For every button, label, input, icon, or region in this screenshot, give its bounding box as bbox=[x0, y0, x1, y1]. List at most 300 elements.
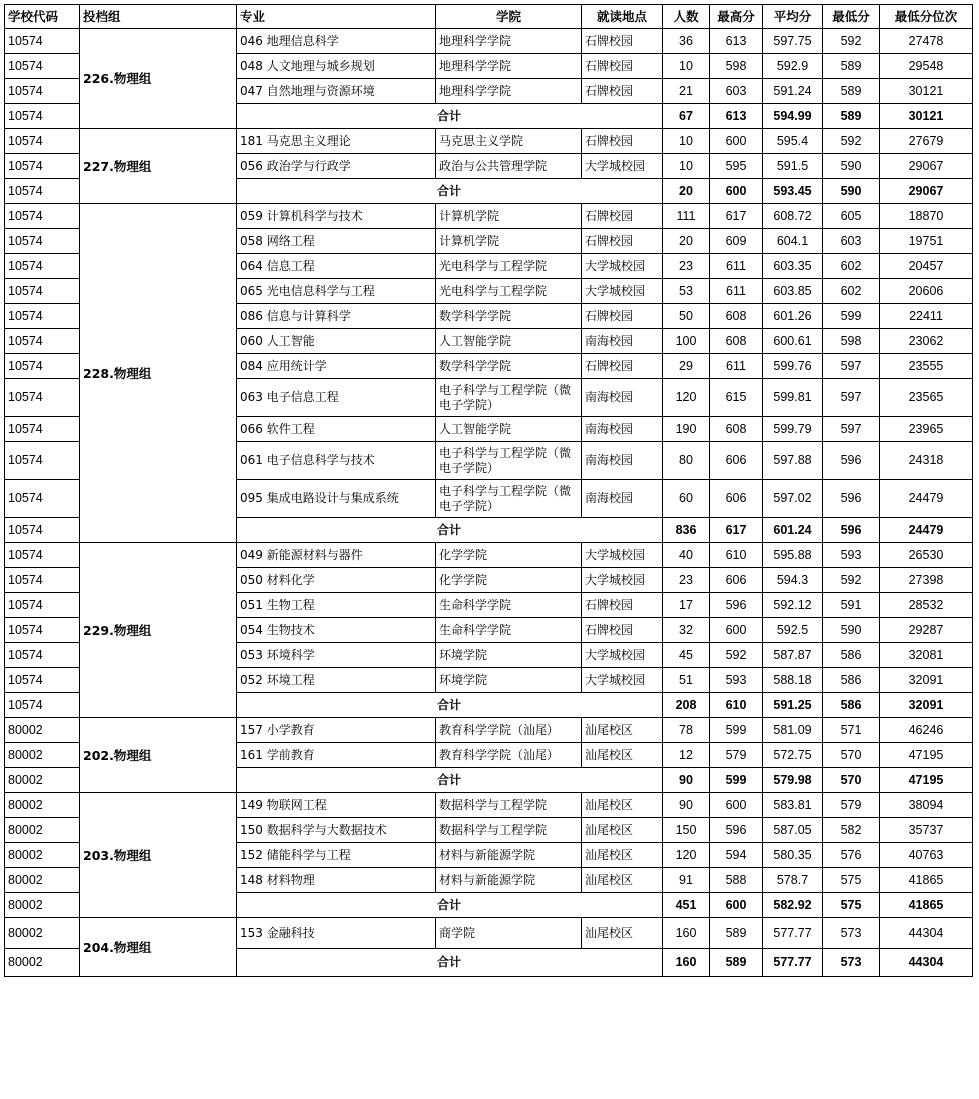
min-rank-cell: 23565 bbox=[880, 379, 973, 417]
min-score-cell: 603 bbox=[823, 229, 880, 254]
min-score-cell: 596 bbox=[823, 480, 880, 518]
campus-cell: 汕尾校区 bbox=[582, 743, 663, 768]
avg-score-cell: 603.85 bbox=[763, 279, 823, 304]
campus-cell: 汕尾校区 bbox=[582, 793, 663, 818]
total-count-cell: 208 bbox=[663, 693, 710, 718]
max-score-cell: 595 bbox=[710, 154, 763, 179]
group-cell: 229.物理组 bbox=[80, 543, 237, 718]
max-score-cell: 592 bbox=[710, 643, 763, 668]
min-rank-cell: 23062 bbox=[880, 329, 973, 354]
max-score-cell: 600 bbox=[710, 793, 763, 818]
max-score-cell: 603 bbox=[710, 79, 763, 104]
total-min-cell: 590 bbox=[823, 179, 880, 204]
school-code-cell: 10574 bbox=[5, 29, 80, 54]
min-rank-cell: 44304 bbox=[880, 918, 973, 949]
total-count-cell: 836 bbox=[663, 518, 710, 543]
major-cell: 152 储能科学与工程 bbox=[237, 843, 436, 868]
avg-score-cell: 580.35 bbox=[763, 843, 823, 868]
count-cell: 50 bbox=[663, 304, 710, 329]
major-cell: 181 马克思主义理论 bbox=[237, 129, 436, 154]
min-score-cell: 605 bbox=[823, 204, 880, 229]
total-label: 合计 bbox=[237, 768, 663, 793]
group-cell: 228.物理组 bbox=[80, 204, 237, 543]
total-avg-cell: 591.25 bbox=[763, 693, 823, 718]
count-cell: 78 bbox=[663, 718, 710, 743]
college-cell: 电子科学与工程学院（微电子学院） bbox=[436, 379, 582, 417]
major-cell: 084 应用统计学 bbox=[237, 354, 436, 379]
group-cell: 227.物理组 bbox=[80, 129, 237, 204]
table-row bbox=[5, 129, 973, 154]
major-cell: 086 信息与计算科学 bbox=[237, 304, 436, 329]
campus-cell: 南海校园 bbox=[582, 329, 663, 354]
school-code-cell: 10574 bbox=[5, 254, 80, 279]
avg-score-cell: 577.77 bbox=[763, 918, 823, 949]
min-score-cell: 597 bbox=[823, 354, 880, 379]
campus-cell: 石牌校园 bbox=[582, 304, 663, 329]
total-count-cell: 67 bbox=[663, 104, 710, 129]
total-avg-cell: 594.99 bbox=[763, 104, 823, 129]
major-cell: 061 电子信息科学与技术 bbox=[237, 442, 436, 480]
major-cell: 148 材料物理 bbox=[237, 868, 436, 893]
avg-score-cell: 599.76 bbox=[763, 354, 823, 379]
college-cell: 生命科学学院 bbox=[436, 593, 582, 618]
major-cell: 060 人工智能 bbox=[237, 329, 436, 354]
count-cell: 10 bbox=[663, 54, 710, 79]
school-code-cell: 10574 bbox=[5, 279, 80, 304]
min-score-cell: 590 bbox=[823, 618, 880, 643]
college-cell: 电子科学与工程学院（微电子学院） bbox=[436, 480, 582, 518]
min-rank-cell: 23965 bbox=[880, 417, 973, 442]
total-avg-cell: 601.24 bbox=[763, 518, 823, 543]
group-cell: 202.物理组 bbox=[80, 718, 237, 793]
major-cell: 149 物联网工程 bbox=[237, 793, 436, 818]
campus-cell: 石牌校园 bbox=[582, 79, 663, 104]
table-row bbox=[5, 543, 973, 568]
major-cell: 056 政治学与行政学 bbox=[237, 154, 436, 179]
total-avg-cell: 579.98 bbox=[763, 768, 823, 793]
total-rank-cell: 29067 bbox=[880, 179, 973, 204]
school-code-cell: 10574 bbox=[5, 518, 80, 543]
count-cell: 60 bbox=[663, 480, 710, 518]
college-cell: 数学科学学院 bbox=[436, 304, 582, 329]
max-score-cell: 588 bbox=[710, 868, 763, 893]
avg-score-cell: 588.18 bbox=[763, 668, 823, 693]
total-label: 合计 bbox=[237, 518, 663, 543]
campus-cell: 大学城校园 bbox=[582, 254, 663, 279]
avg-score-cell: 592.12 bbox=[763, 593, 823, 618]
total-avg-cell: 577.77 bbox=[763, 949, 823, 977]
count-cell: 120 bbox=[663, 843, 710, 868]
max-score-cell: 600 bbox=[710, 129, 763, 154]
avg-score-cell: 604.1 bbox=[763, 229, 823, 254]
min-rank-cell: 18870 bbox=[880, 204, 973, 229]
count-cell: 10 bbox=[663, 129, 710, 154]
count-cell: 21 bbox=[663, 79, 710, 104]
group-cell: 204.物理组 bbox=[80, 918, 237, 977]
max-score-cell: 608 bbox=[710, 417, 763, 442]
college-cell: 人工智能学院 bbox=[436, 329, 582, 354]
college-cell: 材料与新能源学院 bbox=[436, 843, 582, 868]
min-rank-cell: 32091 bbox=[880, 668, 973, 693]
school-code-cell: 80002 bbox=[5, 743, 80, 768]
school-code-cell: 80002 bbox=[5, 893, 80, 918]
count-cell: 40 bbox=[663, 543, 710, 568]
count-cell: 91 bbox=[663, 868, 710, 893]
count-cell: 51 bbox=[663, 668, 710, 693]
school-code-cell: 10574 bbox=[5, 568, 80, 593]
campus-cell: 大学城校园 bbox=[582, 154, 663, 179]
major-cell: 051 生物工程 bbox=[237, 593, 436, 618]
min-rank-cell: 32081 bbox=[880, 643, 973, 668]
max-score-cell: 599 bbox=[710, 718, 763, 743]
total-min-cell: 573 bbox=[823, 949, 880, 977]
major-cell: 157 小学教育 bbox=[237, 718, 436, 743]
school-code-cell: 80002 bbox=[5, 868, 80, 893]
min-score-cell: 602 bbox=[823, 254, 880, 279]
count-cell: 100 bbox=[663, 329, 710, 354]
campus-cell: 石牌校园 bbox=[582, 593, 663, 618]
count-cell: 150 bbox=[663, 818, 710, 843]
total-max-cell: 610 bbox=[710, 693, 763, 718]
total-rank-cell: 44304 bbox=[880, 949, 973, 977]
header-max: 最高分 bbox=[710, 5, 763, 29]
header-avg: 平均分 bbox=[763, 5, 823, 29]
major-cell: 050 材料化学 bbox=[237, 568, 436, 593]
school-code-cell: 80002 bbox=[5, 949, 80, 977]
max-score-cell: 596 bbox=[710, 818, 763, 843]
avg-score-cell: 587.87 bbox=[763, 643, 823, 668]
min-rank-cell: 28532 bbox=[880, 593, 973, 618]
school-code-cell: 10574 bbox=[5, 480, 80, 518]
college-cell: 地理科学学院 bbox=[436, 54, 582, 79]
count-cell: 29 bbox=[663, 354, 710, 379]
college-cell: 电子科学与工程学院（微电子学院） bbox=[436, 442, 582, 480]
avg-score-cell: 600.61 bbox=[763, 329, 823, 354]
college-cell: 环境学院 bbox=[436, 668, 582, 693]
avg-score-cell: 592.5 bbox=[763, 618, 823, 643]
min-score-cell: 592 bbox=[823, 568, 880, 593]
major-cell: 052 环境工程 bbox=[237, 668, 436, 693]
total-avg-cell: 582.92 bbox=[763, 893, 823, 918]
header-min: 最低分 bbox=[823, 5, 880, 29]
avg-score-cell: 599.81 bbox=[763, 379, 823, 417]
min-rank-cell: 27478 bbox=[880, 29, 973, 54]
school-code-cell: 80002 bbox=[5, 718, 80, 743]
school-code-cell: 10574 bbox=[5, 693, 80, 718]
min-rank-cell: 27679 bbox=[880, 129, 973, 154]
avg-score-cell: 583.81 bbox=[763, 793, 823, 818]
major-cell: 047 自然地理与资源环境 bbox=[237, 79, 436, 104]
total-label: 合计 bbox=[237, 179, 663, 204]
min-rank-cell: 26530 bbox=[880, 543, 973, 568]
avg-score-cell: 595.88 bbox=[763, 543, 823, 568]
major-cell: 063 电子信息工程 bbox=[237, 379, 436, 417]
campus-cell: 南海校园 bbox=[582, 417, 663, 442]
school-code-cell: 80002 bbox=[5, 843, 80, 868]
college-cell: 化学学院 bbox=[436, 568, 582, 593]
school-code-cell: 10574 bbox=[5, 442, 80, 480]
total-label: 合计 bbox=[237, 693, 663, 718]
min-rank-cell: 24318 bbox=[880, 442, 973, 480]
total-max-cell: 617 bbox=[710, 518, 763, 543]
min-rank-cell: 24479 bbox=[880, 480, 973, 518]
min-rank-cell: 41865 bbox=[880, 868, 973, 893]
total-rank-cell: 47195 bbox=[880, 768, 973, 793]
max-score-cell: 606 bbox=[710, 442, 763, 480]
school-code-cell: 10574 bbox=[5, 129, 80, 154]
campus-cell: 石牌校园 bbox=[582, 29, 663, 54]
school-code-cell: 10574 bbox=[5, 417, 80, 442]
max-score-cell: 610 bbox=[710, 543, 763, 568]
count-cell: 90 bbox=[663, 793, 710, 818]
max-score-cell: 611 bbox=[710, 279, 763, 304]
school-code-cell: 10574 bbox=[5, 593, 80, 618]
total-count-cell: 160 bbox=[663, 949, 710, 977]
min-rank-cell: 35737 bbox=[880, 818, 973, 843]
campus-cell: 汕尾校区 bbox=[582, 718, 663, 743]
major-cell: 046 地理信息科学 bbox=[237, 29, 436, 54]
school-code-cell: 10574 bbox=[5, 104, 80, 129]
major-cell: 054 生物技术 bbox=[237, 618, 436, 643]
school-code-cell: 10574 bbox=[5, 179, 80, 204]
group-cell: 226.物理组 bbox=[80, 29, 237, 129]
avg-score-cell: 591.5 bbox=[763, 154, 823, 179]
min-score-cell: 602 bbox=[823, 279, 880, 304]
count-cell: 12 bbox=[663, 743, 710, 768]
major-cell: 059 计算机科学与技术 bbox=[237, 204, 436, 229]
avg-score-cell: 608.72 bbox=[763, 204, 823, 229]
college-cell: 光电科学与工程学院 bbox=[436, 254, 582, 279]
school-code-cell: 10574 bbox=[5, 154, 80, 179]
avg-score-cell: 597.75 bbox=[763, 29, 823, 54]
max-score-cell: 613 bbox=[710, 29, 763, 54]
campus-cell: 石牌校园 bbox=[582, 229, 663, 254]
min-rank-cell: 29287 bbox=[880, 618, 973, 643]
min-rank-cell: 29548 bbox=[880, 54, 973, 79]
college-cell: 生命科学学院 bbox=[436, 618, 582, 643]
min-score-cell: 589 bbox=[823, 54, 880, 79]
avg-score-cell: 592.9 bbox=[763, 54, 823, 79]
college-cell: 数学科学学院 bbox=[436, 354, 582, 379]
count-cell: 111 bbox=[663, 204, 710, 229]
min-score-cell: 592 bbox=[823, 29, 880, 54]
campus-cell: 汕尾校区 bbox=[582, 918, 663, 949]
header-min-rank: 最低分位次 bbox=[880, 5, 973, 29]
header-count: 人数 bbox=[663, 5, 710, 29]
count-cell: 160 bbox=[663, 918, 710, 949]
total-count-cell: 451 bbox=[663, 893, 710, 918]
min-rank-cell: 47195 bbox=[880, 743, 973, 768]
college-cell: 教育科学学院（汕尾） bbox=[436, 718, 582, 743]
table-row bbox=[5, 204, 973, 229]
campus-cell: 南海校园 bbox=[582, 379, 663, 417]
max-score-cell: 594 bbox=[710, 843, 763, 868]
total-rank-cell: 30121 bbox=[880, 104, 973, 129]
major-cell: 161 学前教育 bbox=[237, 743, 436, 768]
college-cell: 地理科学学院 bbox=[436, 79, 582, 104]
min-rank-cell: 23555 bbox=[880, 354, 973, 379]
min-score-cell: 586 bbox=[823, 668, 880, 693]
min-score-cell: 599 bbox=[823, 304, 880, 329]
total-min-cell: 589 bbox=[823, 104, 880, 129]
max-score-cell: 589 bbox=[710, 918, 763, 949]
total-max-cell: 599 bbox=[710, 768, 763, 793]
school-code-cell: 80002 bbox=[5, 793, 80, 818]
total-min-cell: 575 bbox=[823, 893, 880, 918]
campus-cell: 南海校园 bbox=[582, 442, 663, 480]
total-count-cell: 90 bbox=[663, 768, 710, 793]
min-rank-cell: 46246 bbox=[880, 718, 973, 743]
header-code: 学校代码 bbox=[5, 5, 80, 29]
min-rank-cell: 27398 bbox=[880, 568, 973, 593]
college-cell: 环境学院 bbox=[436, 643, 582, 668]
total-max-cell: 589 bbox=[710, 949, 763, 977]
max-score-cell: 608 bbox=[710, 304, 763, 329]
avg-score-cell: 603.35 bbox=[763, 254, 823, 279]
header-major: 专业 bbox=[237, 5, 436, 29]
min-score-cell: 597 bbox=[823, 417, 880, 442]
school-code-cell: 10574 bbox=[5, 643, 80, 668]
count-cell: 45 bbox=[663, 643, 710, 668]
group-cell: 203.物理组 bbox=[80, 793, 237, 918]
avg-score-cell: 591.24 bbox=[763, 79, 823, 104]
max-score-cell: 617 bbox=[710, 204, 763, 229]
min-score-cell: 593 bbox=[823, 543, 880, 568]
college-cell: 化学学院 bbox=[436, 543, 582, 568]
max-score-cell: 609 bbox=[710, 229, 763, 254]
major-cell: 150 数据科学与大数据技术 bbox=[237, 818, 436, 843]
college-cell: 商学院 bbox=[436, 918, 582, 949]
school-code-cell: 80002 bbox=[5, 768, 80, 793]
total-avg-cell: 593.45 bbox=[763, 179, 823, 204]
school-code-cell: 10574 bbox=[5, 79, 80, 104]
table-body bbox=[5, 29, 973, 977]
min-rank-cell: 38094 bbox=[880, 793, 973, 818]
max-score-cell: 606 bbox=[710, 480, 763, 518]
total-min-cell: 570 bbox=[823, 768, 880, 793]
campus-cell: 石牌校园 bbox=[582, 54, 663, 79]
min-rank-cell: 20457 bbox=[880, 254, 973, 279]
header-row bbox=[5, 5, 973, 29]
college-cell: 马克思主义学院 bbox=[436, 129, 582, 154]
avg-score-cell: 599.79 bbox=[763, 417, 823, 442]
count-cell: 32 bbox=[663, 618, 710, 643]
major-cell: 048 人文地理与城乡规划 bbox=[237, 54, 436, 79]
count-cell: 120 bbox=[663, 379, 710, 417]
campus-cell: 大学城校园 bbox=[582, 568, 663, 593]
min-score-cell: 570 bbox=[823, 743, 880, 768]
campus-cell: 石牌校园 bbox=[582, 129, 663, 154]
table-row bbox=[5, 918, 973, 949]
max-score-cell: 596 bbox=[710, 593, 763, 618]
table-row bbox=[5, 793, 973, 818]
avg-score-cell: 581.09 bbox=[763, 718, 823, 743]
avg-score-cell: 597.88 bbox=[763, 442, 823, 480]
max-score-cell: 611 bbox=[710, 254, 763, 279]
college-cell: 数据科学与工程学院 bbox=[436, 793, 582, 818]
major-cell: 058 网络工程 bbox=[237, 229, 436, 254]
campus-cell: 大学城校园 bbox=[582, 279, 663, 304]
school-code-cell: 10574 bbox=[5, 329, 80, 354]
min-score-cell: 590 bbox=[823, 154, 880, 179]
min-rank-cell: 40763 bbox=[880, 843, 973, 868]
min-score-cell: 589 bbox=[823, 79, 880, 104]
min-score-cell: 596 bbox=[823, 442, 880, 480]
avg-score-cell: 601.26 bbox=[763, 304, 823, 329]
college-cell: 计算机学院 bbox=[436, 204, 582, 229]
total-max-cell: 600 bbox=[710, 893, 763, 918]
major-cell: 065 光电信息科学与工程 bbox=[237, 279, 436, 304]
total-min-cell: 586 bbox=[823, 693, 880, 718]
min-score-cell: 571 bbox=[823, 718, 880, 743]
count-cell: 190 bbox=[663, 417, 710, 442]
count-cell: 80 bbox=[663, 442, 710, 480]
school-code-cell: 10574 bbox=[5, 204, 80, 229]
count-cell: 36 bbox=[663, 29, 710, 54]
campus-cell: 石牌校园 bbox=[582, 618, 663, 643]
header-campus: 就读地点 bbox=[582, 5, 663, 29]
major-cell: 153 金融科技 bbox=[237, 918, 436, 949]
max-score-cell: 598 bbox=[710, 54, 763, 79]
school-code-cell: 10574 bbox=[5, 379, 80, 417]
major-cell: 049 新能源材料与器件 bbox=[237, 543, 436, 568]
school-code-cell: 10574 bbox=[5, 229, 80, 254]
major-cell: 095 集成电路设计与集成系统 bbox=[237, 480, 436, 518]
count-cell: 23 bbox=[663, 254, 710, 279]
min-score-cell: 598 bbox=[823, 329, 880, 354]
school-code-cell: 10574 bbox=[5, 354, 80, 379]
college-cell: 材料与新能源学院 bbox=[436, 868, 582, 893]
campus-cell: 大学城校园 bbox=[582, 643, 663, 668]
total-rank-cell: 32091 bbox=[880, 693, 973, 718]
min-score-cell: 591 bbox=[823, 593, 880, 618]
total-max-cell: 600 bbox=[710, 179, 763, 204]
max-score-cell: 579 bbox=[710, 743, 763, 768]
header-group: 投档组 bbox=[80, 5, 237, 29]
campus-cell: 石牌校园 bbox=[582, 354, 663, 379]
max-score-cell: 608 bbox=[710, 329, 763, 354]
school-code-cell: 10574 bbox=[5, 543, 80, 568]
max-score-cell: 615 bbox=[710, 379, 763, 417]
count-cell: 53 bbox=[663, 279, 710, 304]
min-rank-cell: 20606 bbox=[880, 279, 973, 304]
college-cell: 计算机学院 bbox=[436, 229, 582, 254]
count-cell: 17 bbox=[663, 593, 710, 618]
min-score-cell: 582 bbox=[823, 818, 880, 843]
campus-cell: 南海校园 bbox=[582, 480, 663, 518]
major-cell: 066 软件工程 bbox=[237, 417, 436, 442]
campus-cell: 大学城校园 bbox=[582, 668, 663, 693]
school-code-cell: 10574 bbox=[5, 668, 80, 693]
total-rank-cell: 24479 bbox=[880, 518, 973, 543]
min-score-cell: 597 bbox=[823, 379, 880, 417]
min-rank-cell: 29067 bbox=[880, 154, 973, 179]
total-rank-cell: 41865 bbox=[880, 893, 973, 918]
header-college: 学院 bbox=[436, 5, 582, 29]
college-cell: 数据科学与工程学院 bbox=[436, 818, 582, 843]
school-code-cell: 80002 bbox=[5, 918, 80, 949]
total-label: 合计 bbox=[237, 893, 663, 918]
college-cell: 政治与公共管理学院 bbox=[436, 154, 582, 179]
min-score-cell: 592 bbox=[823, 129, 880, 154]
total-count-cell: 20 bbox=[663, 179, 710, 204]
avg-score-cell: 594.3 bbox=[763, 568, 823, 593]
campus-cell: 汕尾校区 bbox=[582, 843, 663, 868]
college-cell: 人工智能学院 bbox=[436, 417, 582, 442]
table-row bbox=[5, 29, 973, 54]
min-score-cell: 573 bbox=[823, 918, 880, 949]
school-code-cell: 10574 bbox=[5, 54, 80, 79]
